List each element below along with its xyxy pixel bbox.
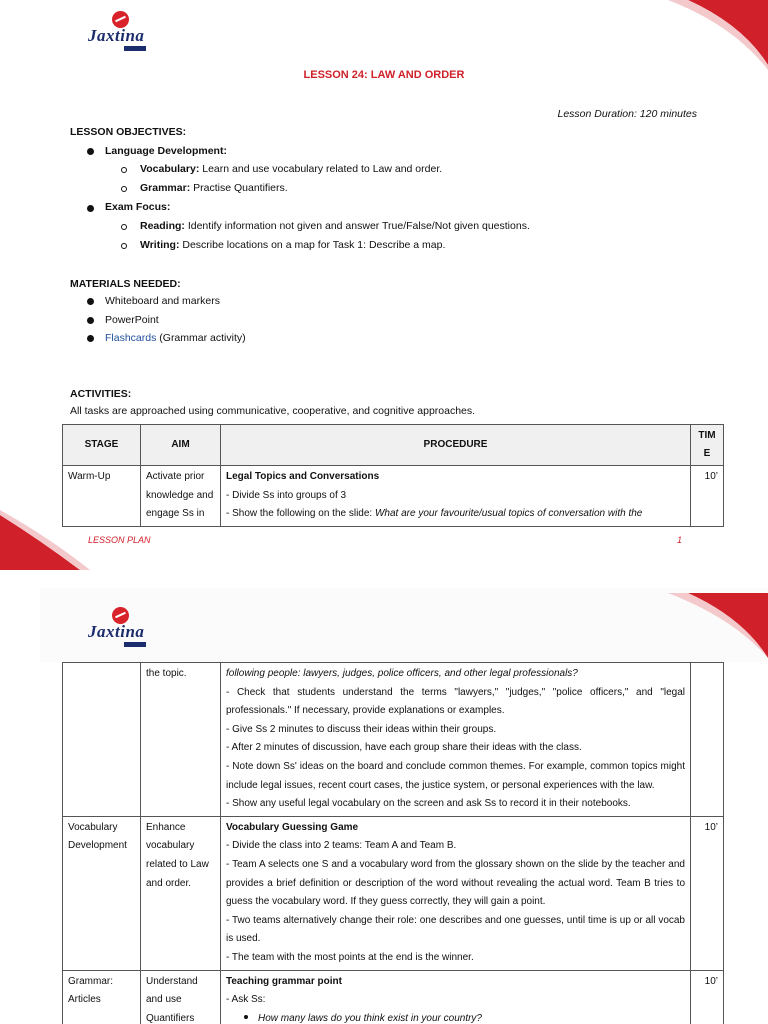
procedure-title: Teaching grammar point bbox=[226, 975, 342, 987]
page-number: 1 bbox=[677, 535, 683, 545]
question-line: How many laws do you think exist in your country? bbox=[226, 1013, 482, 1024]
bullet-icon bbox=[87, 298, 94, 305]
objective-writing: Writing: Describe locations on a map for Task 1: Describe a map. bbox=[140, 239, 446, 251]
procedure-line: - Show the following on the slide: What are your favourite/usual topics of conversation with the bbox=[226, 508, 643, 520]
procedure-title: Vocabulary Guessing Game bbox=[226, 821, 359, 833]
objective-language-label: Language Development: bbox=[105, 145, 227, 157]
lesson-plan-table-continued bbox=[62, 662, 724, 1024]
footer-swoosh-decoration bbox=[0, 510, 90, 570]
procedure-cell bbox=[221, 970, 691, 1024]
objective-reading: Reading: Identify information not given and answer True/False/Not given questions. bbox=[140, 220, 530, 232]
logo-tag bbox=[124, 46, 146, 51]
time-cell bbox=[691, 663, 724, 817]
time-cell: 10’ bbox=[691, 816, 724, 970]
procedure-cell bbox=[221, 663, 691, 817]
table-row bbox=[63, 466, 724, 527]
time-cell: 10’ bbox=[691, 466, 724, 527]
procedure-line: - Check that students understand the terms "lawyers," "judges," "police officers," and "legal professionals." If necessary, provide explanations or examples. bbox=[226, 686, 685, 717]
header-swoosh-decoration bbox=[658, 588, 768, 658]
aim-cell: the topic. bbox=[141, 663, 221, 817]
activities-heading: ACTIVITIES: bbox=[70, 388, 132, 400]
bullet-icon bbox=[244, 1015, 248, 1019]
footer-label: LESSON PLAN bbox=[88, 535, 151, 545]
aim-cell: Activate prior knowledge and engage Ss in bbox=[141, 466, 221, 527]
circle-bullet-icon bbox=[121, 186, 127, 192]
circle-bullet-icon bbox=[121, 224, 127, 230]
activities-intro: All tasks are approached using communicative, cooperative, and cognitive approaches. bbox=[70, 405, 476, 417]
document-page-2 bbox=[0, 588, 768, 1024]
stage-cell: Vocabulary Development bbox=[63, 816, 141, 970]
table-row bbox=[63, 663, 724, 817]
materials-heading: MATERIALS NEEDED: bbox=[70, 278, 181, 290]
circle-bullet-icon bbox=[121, 167, 127, 173]
circle-bullet-icon bbox=[121, 243, 127, 249]
material-item: Whiteboard and markers bbox=[105, 295, 220, 307]
header-swoosh-decoration bbox=[648, 0, 768, 70]
procedure-cell bbox=[221, 816, 691, 970]
header-time: TIM E bbox=[691, 425, 724, 466]
objective-vocabulary: Vocabulary: Learn and use vocabulary related to Law and order. bbox=[140, 163, 443, 175]
time-cell: 10’ bbox=[691, 970, 724, 1024]
material-item-flashcards: Flashcards (Grammar activity) bbox=[105, 332, 246, 344]
procedure-line: - Divide the class into 2 teams: Team A and Team B. bbox=[226, 840, 457, 852]
procedure-line: - Note down Ss' ideas on the board and conclude common themes. For example, common topics might include legal issues, recent court cases, the justice system, or personal experiences with the law. bbox=[226, 760, 685, 791]
jaxtina-logo bbox=[88, 606, 158, 646]
procedure-line: - Give Ss 2 minutes to discuss their ideas within their groups. bbox=[226, 723, 497, 735]
header-procedure: PROCEDURE bbox=[221, 425, 691, 466]
bullet-icon bbox=[87, 148, 94, 155]
table-row bbox=[63, 970, 724, 1024]
logo-text: Jaxtina bbox=[88, 622, 145, 641]
stage-cell bbox=[63, 663, 141, 817]
aim-cell: Enhance vocabulary related to Law and order. bbox=[141, 816, 221, 970]
logo-text: Jaxtina bbox=[88, 26, 145, 45]
procedure-line: - Two teams alternatively change their role: one describes and one guesses, until time is up or all vocab is used. bbox=[226, 914, 685, 945]
table-row bbox=[63, 816, 724, 970]
header-aim: AIM bbox=[141, 425, 221, 466]
procedure-cell bbox=[221, 466, 691, 527]
stage-cell: Warm-Up bbox=[63, 466, 141, 527]
bullet-icon bbox=[87, 317, 94, 324]
objectives-heading: LESSON OBJECTIVES: bbox=[70, 126, 187, 138]
bullet-icon bbox=[87, 335, 94, 342]
procedure-line: - After 2 minutes of discussion, have each group share their ideas with the class. bbox=[226, 742, 582, 754]
flashcards-link[interactable]: Flashcards bbox=[105, 332, 157, 344]
material-item: PowerPoint bbox=[105, 314, 159, 326]
procedure-line: - Show any useful legal vocabulary on the screen and ask Ss to record it in their notebooks. bbox=[226, 798, 631, 810]
procedure-line: - Divide Ss into groups of 3 bbox=[226, 489, 347, 501]
lesson-duration: Lesson Duration: 120 minutes bbox=[557, 108, 697, 120]
aim-cell: Understand and use Quantifiers bbox=[141, 970, 221, 1024]
lesson-title: LESSON 24: LAW AND ORDER bbox=[303, 69, 465, 81]
procedure-title: Legal Topics and Conversations bbox=[226, 471, 380, 482]
procedure-line: following people: lawyers, judges, police officers, and other legal professionals? bbox=[226, 668, 578, 679]
procedure-line: - The team with the most points at the end is the winner. bbox=[226, 951, 474, 963]
header-stage: STAGE bbox=[63, 425, 141, 466]
jaxtina-logo bbox=[88, 10, 158, 50]
procedure-line: - Ask Ss: bbox=[226, 994, 266, 1006]
bullet-icon bbox=[87, 205, 94, 212]
stage-cell: Grammar: Articles bbox=[63, 970, 141, 1024]
page-gap bbox=[0, 570, 768, 588]
lesson-plan-table bbox=[62, 424, 724, 527]
procedure-line: - Team A selects one S and a vocabulary word from the glossary shown on the slide by the teacher and provides a brief definition or description of the word without revealing the actual word. Team B tries to guess the vocabulary word. If they guess correctly, they will gain a point. bbox=[226, 858, 685, 908]
objective-grammar: Grammar: Practise Quantifiers. bbox=[140, 182, 288, 194]
objective-exam-label: Exam Focus: bbox=[105, 201, 171, 213]
table-header-row bbox=[63, 425, 724, 466]
logo-tag bbox=[124, 642, 146, 647]
